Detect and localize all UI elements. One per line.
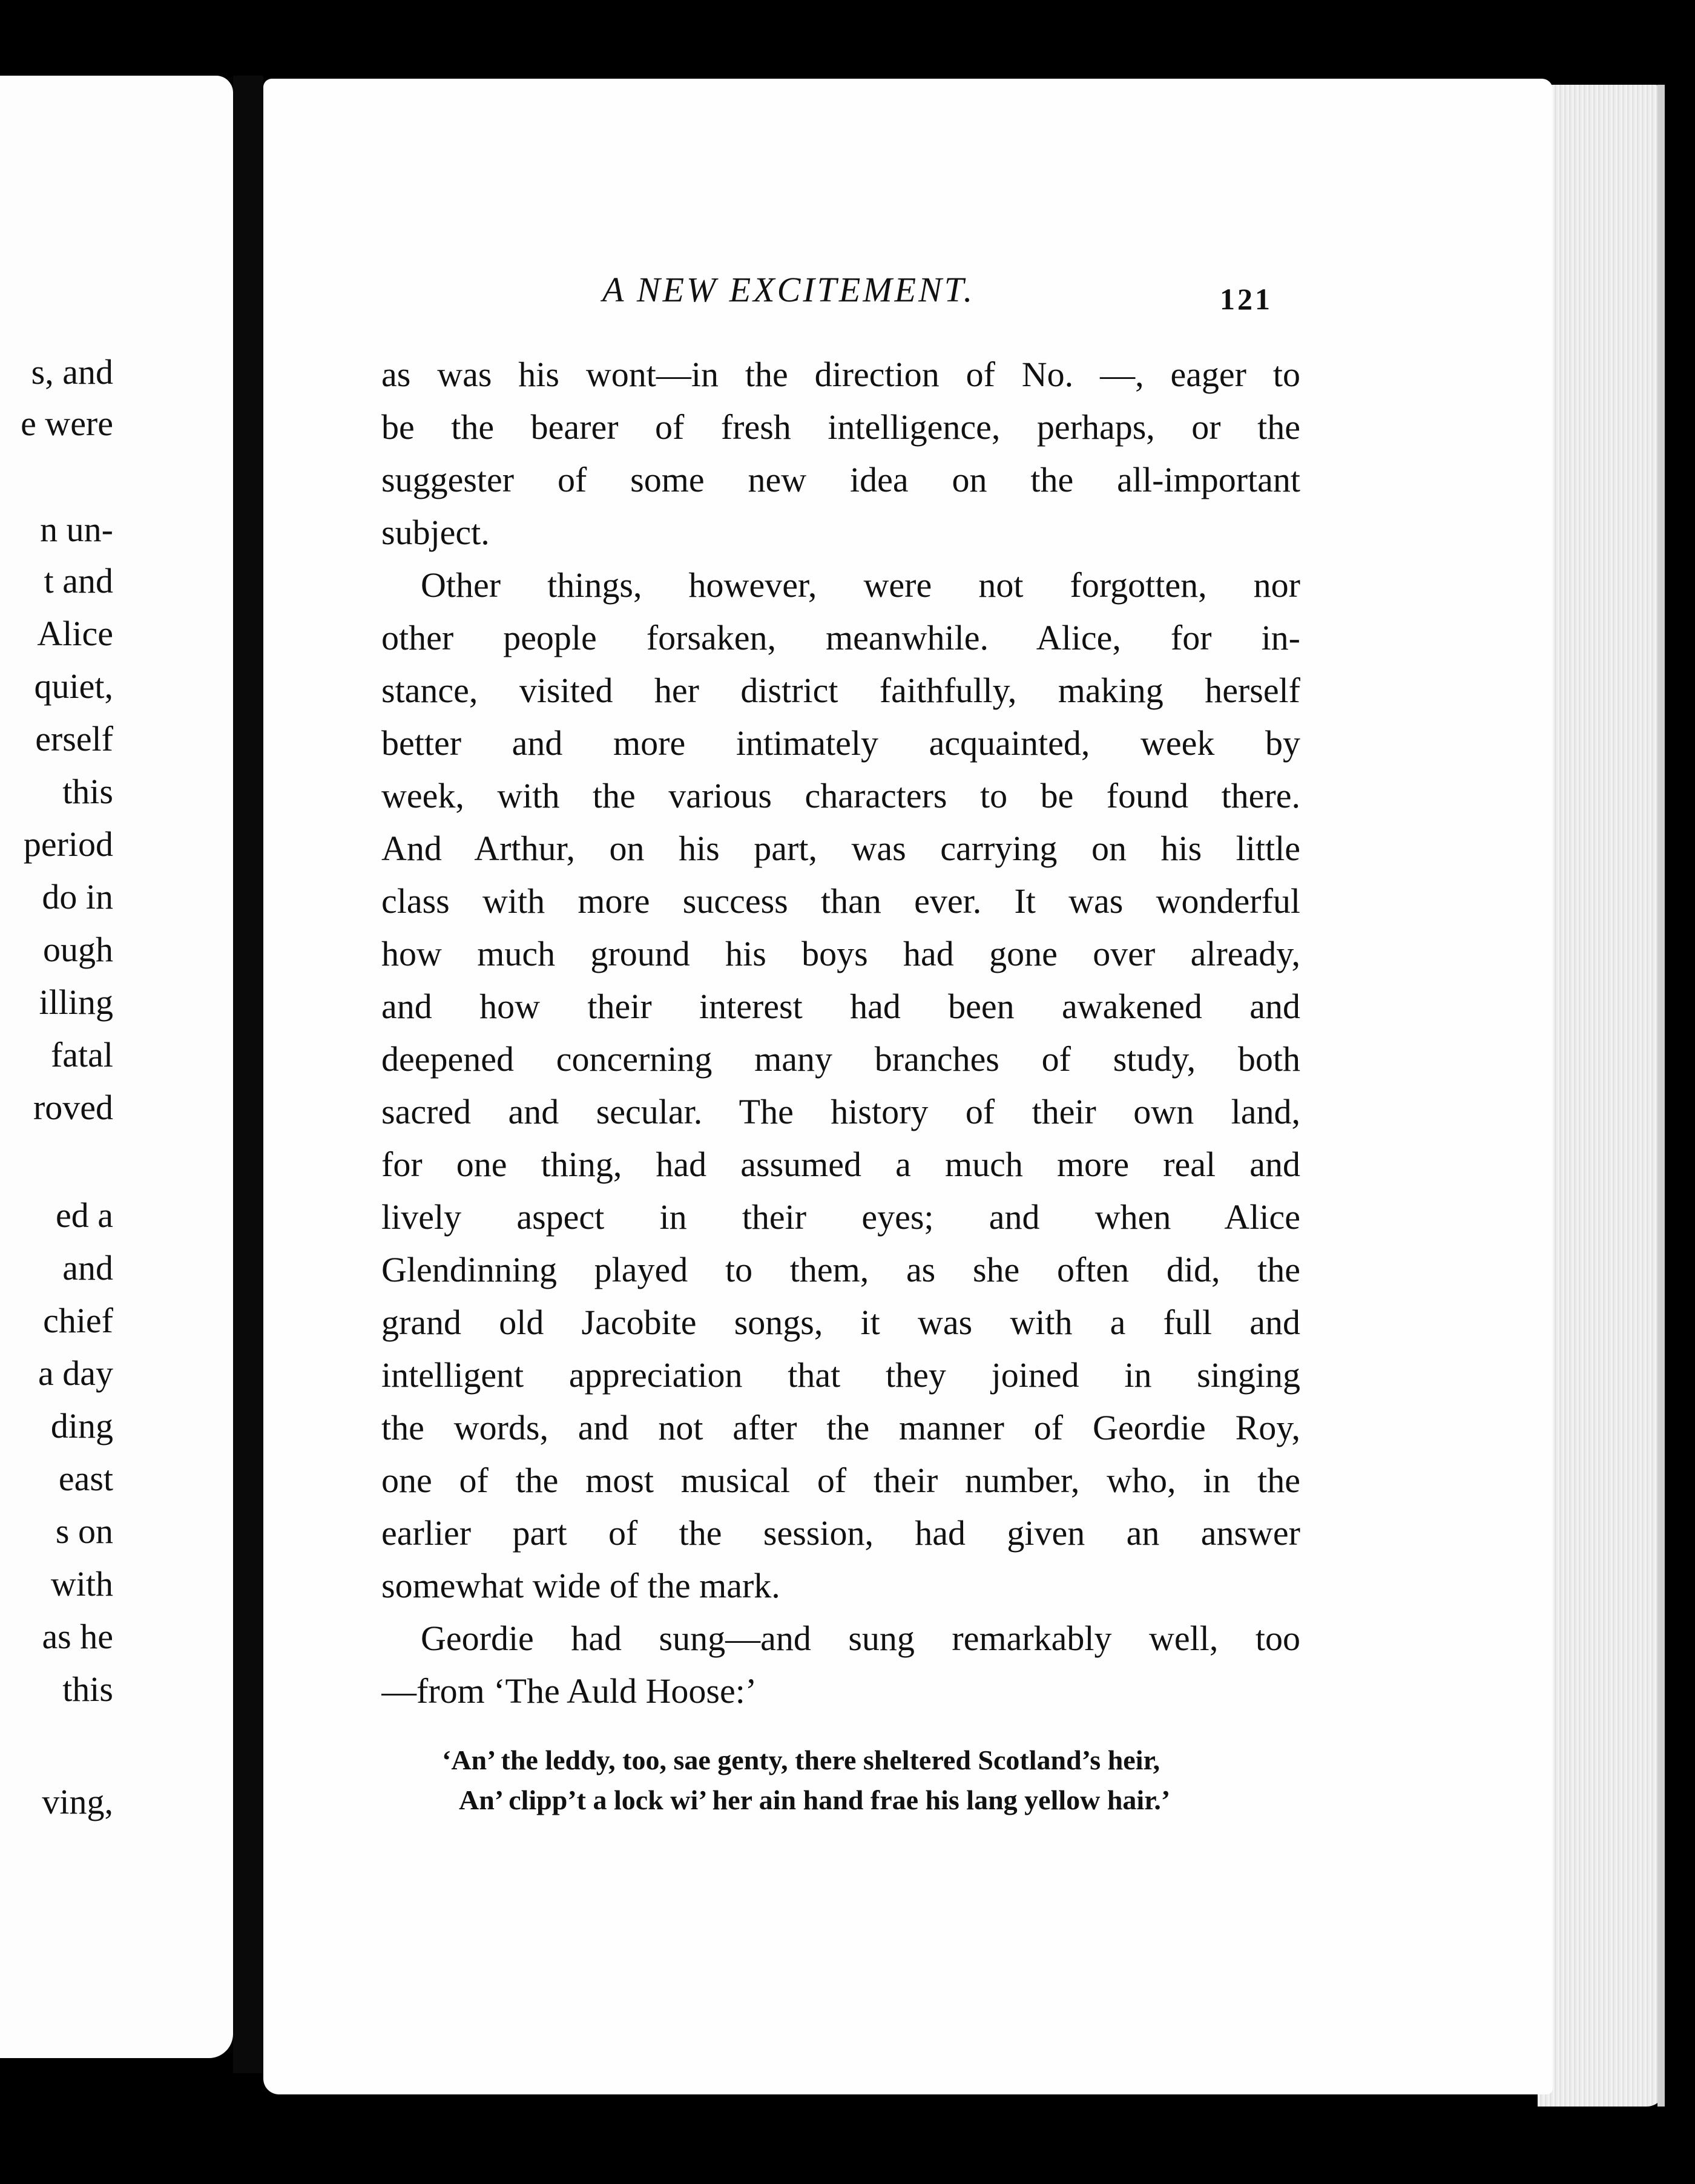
verse-line: An’ clipp’t a lock wi’ her ain hand frae his lang yellow hair.’ bbox=[459, 1784, 1171, 1815]
left-line: a day bbox=[38, 1353, 113, 1393]
left-line: e were bbox=[21, 404, 113, 443]
left-line: quiet, bbox=[34, 666, 113, 706]
text-line: And Arthur, on his part, was carrying on his little bbox=[381, 829, 1300, 868]
left-line: t and bbox=[44, 561, 113, 600]
text-line: for one thing, had assumed a much more real and bbox=[381, 1145, 1300, 1184]
left-line: Alice bbox=[37, 614, 113, 653]
text-line: Other things, however, were not forgotten, nor bbox=[421, 565, 1300, 605]
page-edges bbox=[1538, 85, 1665, 2107]
left-line: chief bbox=[43, 1301, 113, 1340]
text-line: lively aspect in their eyes; and when Alice bbox=[381, 1197, 1300, 1237]
left-line: ough bbox=[43, 930, 113, 969]
left-line: east bbox=[58, 1459, 113, 1498]
left-line: roved bbox=[33, 1088, 113, 1127]
text-line: Glendinning played to them, as she often did, the bbox=[381, 1250, 1300, 1289]
body-text bbox=[381, 348, 1300, 1717]
left-line: s, and bbox=[31, 352, 113, 392]
text-line: grand old Jacobite songs, it was with a full and bbox=[381, 1303, 1300, 1342]
left-line: s on bbox=[55, 1511, 113, 1551]
page-number: 121 bbox=[1220, 282, 1272, 316]
left-line: as he bbox=[42, 1617, 113, 1656]
left-line: and bbox=[62, 1248, 113, 1288]
left-line: period bbox=[23, 824, 113, 864]
text-line: earlier part of the session, had given an answer bbox=[381, 1513, 1300, 1553]
left-line: ding bbox=[50, 1406, 113, 1446]
left-line: do in bbox=[42, 877, 113, 916]
left-line: this bbox=[62, 772, 113, 811]
text-line: one of the most musical of their number, who, in the bbox=[381, 1461, 1300, 1500]
left-line: ed a bbox=[56, 1196, 113, 1235]
verse-quotation bbox=[442, 1740, 1271, 1820]
left-line: this bbox=[62, 1669, 113, 1709]
text-line: Geordie had sung—and sung remarkably well, too bbox=[421, 1619, 1300, 1658]
text-line: as was his wont—in the direction of No. —, eager to bbox=[381, 355, 1300, 394]
left-line: ving, bbox=[42, 1782, 113, 1821]
text-line: sacred and secular. The history of their own land, bbox=[381, 1092, 1300, 1131]
text-line: somewhat wide of the mark. bbox=[381, 1566, 780, 1605]
text-line: —from ‘The Auld Hoose:’ bbox=[381, 1671, 757, 1711]
text-line: how much ground his boys had gone over already, bbox=[381, 934, 1300, 973]
left-line: with bbox=[50, 1564, 113, 1603]
left-line: fatal bbox=[50, 1035, 113, 1074]
text-line: and how their interest had been awakened and bbox=[381, 987, 1300, 1026]
text-line: week, with the various characters to be found there. bbox=[381, 776, 1300, 815]
text-line: better and more intimately acquainted, week by bbox=[381, 723, 1300, 763]
running-header: A NEW EXCITEMENT. bbox=[602, 270, 975, 309]
left-line: illing bbox=[39, 982, 113, 1022]
left-line: erself bbox=[35, 719, 113, 758]
text-line: be the bearer of fresh intelligence, perhaps, or the bbox=[381, 407, 1300, 447]
text-line: suggester of some new idea on the all-important bbox=[381, 460, 1300, 499]
verse-line: ‘An’ the leddy, too, sae genty, there sheltered Scotland’s heir, bbox=[442, 1745, 1160, 1775]
book-gutter bbox=[233, 76, 263, 2073]
previous-page bbox=[0, 76, 233, 2058]
text-line: class with more success than ever. It was wonderful bbox=[381, 881, 1300, 921]
text-line: the words, and not after the manner of Geordie Roy, bbox=[381, 1408, 1300, 1447]
text-line: deepened concerning many branches of study, both bbox=[381, 1039, 1300, 1079]
left-line: n un- bbox=[40, 510, 113, 549]
text-line: subject. bbox=[381, 513, 490, 552]
text-line: other people forsaken, meanwhile. Alice, for in- bbox=[381, 618, 1300, 657]
text-line: stance, visited her district faithfully, making herself bbox=[381, 671, 1300, 710]
text-line: intelligent appreciation that they joined in singing bbox=[381, 1355, 1300, 1395]
